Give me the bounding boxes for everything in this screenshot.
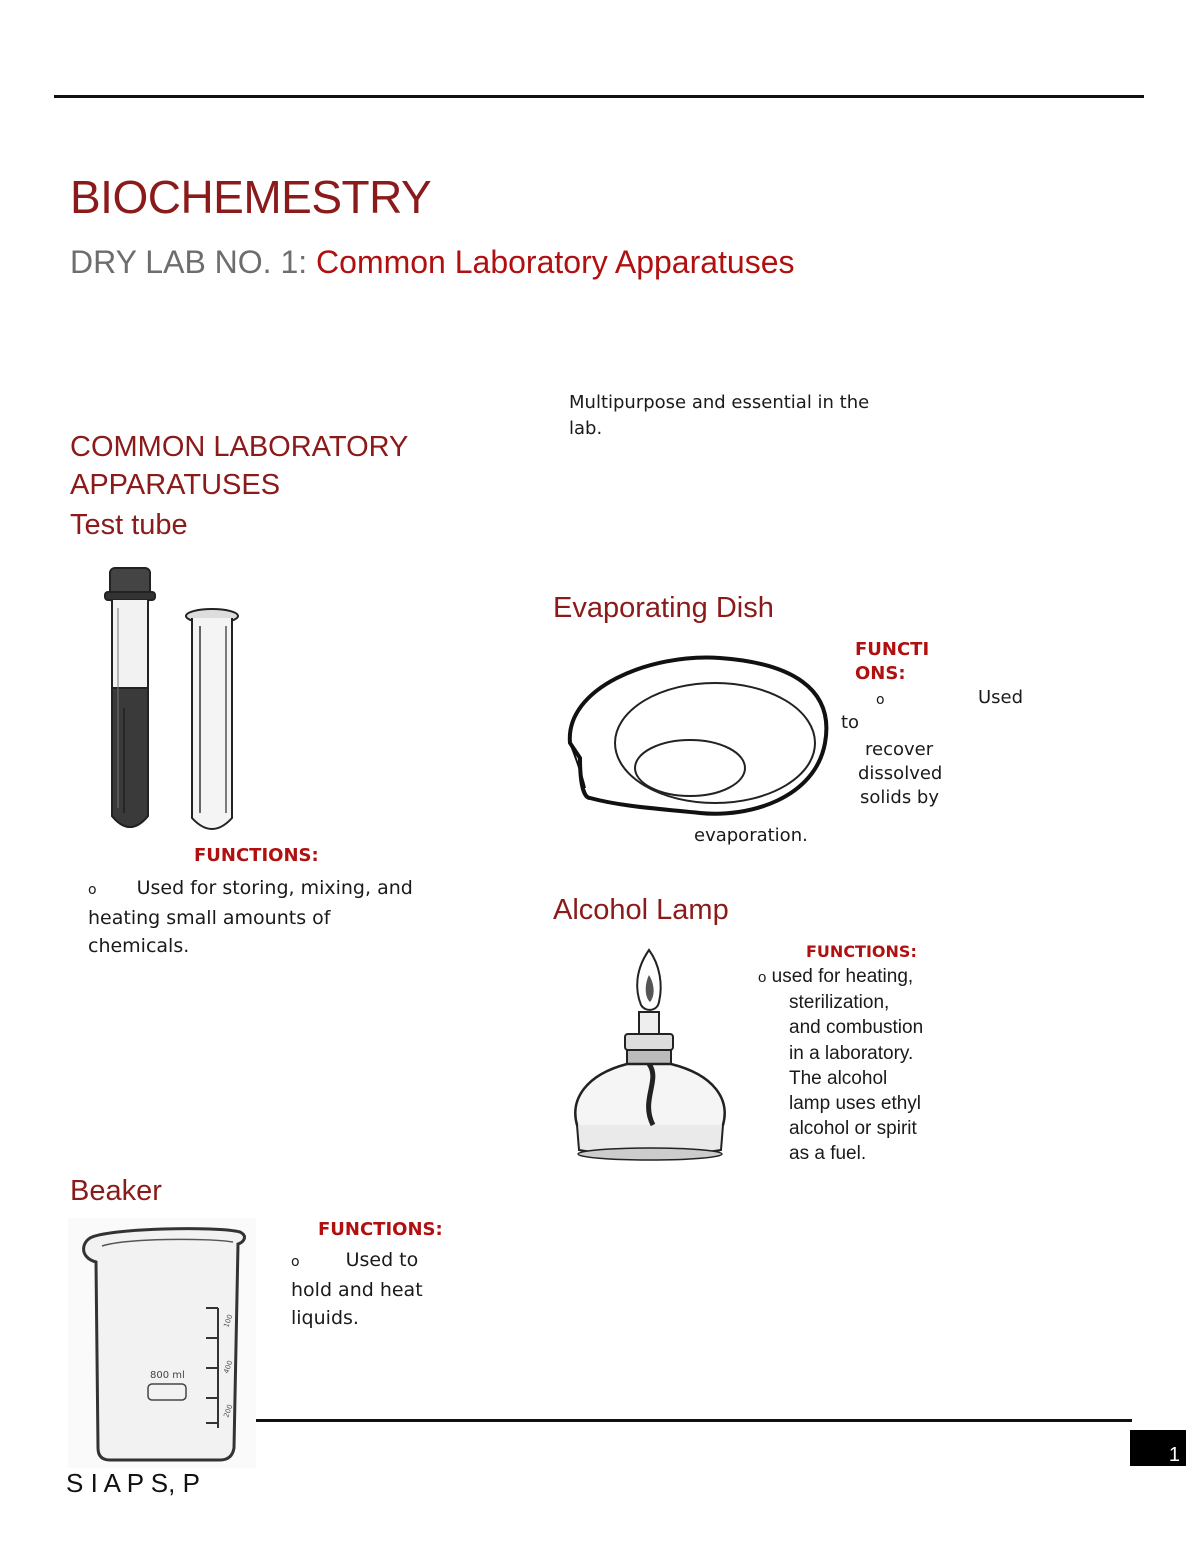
beaker-tick-label: 100 [222, 1313, 235, 1329]
alcohol-lamp-line-0: used for heating, [771, 966, 914, 987]
evaporating-dish-functions-label: FUNCTI ONS: [855, 639, 930, 684]
test-tube-line3: chemicals. [88, 935, 190, 957]
evaporating-dish-title: Evaporating Dish [553, 592, 774, 624]
alcohol-lamp-line-3: in a laboratory. [789, 1042, 914, 1064]
beaker-line3: liquids. [291, 1307, 359, 1329]
top-rule [54, 95, 1144, 98]
page-title: BIOCHEMESTRY [70, 171, 432, 223]
test-tube-illustration [100, 558, 260, 838]
beaker-functions-text [291, 1246, 491, 1332]
alcohol-lamp-line-7: as a fuel. [789, 1143, 867, 1165]
page-number: 1 [1130, 1430, 1186, 1466]
evaporating-dish-line-dissolved: dissolved [858, 763, 943, 784]
alcohol-lamp-functions-label: FUNCTIONS: [806, 942, 917, 961]
test-tube-line1: Used for storing, mixing, and [136, 877, 413, 899]
evaporating-dish-illustration [560, 648, 840, 828]
open-test-tube [186, 609, 238, 829]
footer-author: S I A P S, P [66, 1468, 200, 1498]
evaporating-dish-line-recover: recover [865, 739, 934, 760]
evaporating-dish-word-used: Used [978, 687, 1024, 708]
alcohol-lamp-line-2: and combustion [789, 1017, 924, 1039]
intro-note-line1: Multipurpose and essential in the [569, 392, 870, 413]
test-tube-line2: heating small amounts of [88, 907, 331, 929]
bullet: o [88, 882, 97, 898]
beaker-line2: hold and heat [291, 1279, 423, 1301]
subtitle-main: Common Laboratory Apparatuses [316, 244, 795, 280]
subtitle-prefix: DRY LAB NO. 1: [70, 244, 308, 280]
evaporating-dish-line-evaporation: evaporation. [694, 825, 808, 846]
beaker-illustration [68, 1218, 256, 1468]
beaker-line1: Used to [345, 1249, 419, 1271]
test-tube-functions-text [88, 874, 488, 960]
test-tube-functions-label: FUNCTIONS: [194, 845, 319, 866]
evaporating-dish-line-solids: solids by [860, 787, 939, 808]
bottom-rule [256, 1419, 1132, 1422]
intro-note-line2: lab. [569, 418, 603, 439]
test-tube-title: Test tube [70, 509, 188, 541]
beaker-tick-label: 200 [222, 1403, 235, 1419]
page-subtitle [70, 244, 795, 281]
intro-note [569, 390, 969, 442]
alcohol-lamp-line-1: sterilization, [789, 992, 890, 1014]
evaporating-dish-word-to: to [841, 712, 860, 733]
wick-holder [639, 1012, 659, 1034]
alcohol-lamp-title: Alcohol Lamp [553, 894, 729, 926]
dish-bottom [635, 740, 745, 796]
bullet: o [758, 969, 767, 986]
alcohol-lamp-functions-text [758, 964, 923, 1167]
beaker-title: Beaker [70, 1175, 162, 1207]
alcohol-lamp-line-5: lamp uses ethyl [789, 1093, 922, 1115]
dish-rim [570, 658, 827, 814]
alcohol-lamp-line-4: The alcohol [789, 1067, 888, 1089]
section-heading-line1: COMMON LABORATORY [70, 431, 409, 463]
alcohol-lamp-illustration [565, 940, 735, 1170]
bullet: o [291, 1254, 300, 1270]
beaker-functions-label: FUNCTIONS: [318, 1219, 443, 1240]
beaker-outline [84, 1229, 245, 1460]
alcohol-lamp-line-6: alcohol or spirit [789, 1118, 917, 1140]
evaporating-dish-bullet: o [876, 692, 885, 708]
beaker-volume-label: 800 ml [150, 1370, 185, 1381]
beaker-tick-label: 400 [222, 1359, 235, 1375]
section-heading [70, 428, 408, 504]
stoppered-test-tube [105, 568, 155, 827]
section-heading-line2: APPARATUSES [70, 469, 281, 501]
